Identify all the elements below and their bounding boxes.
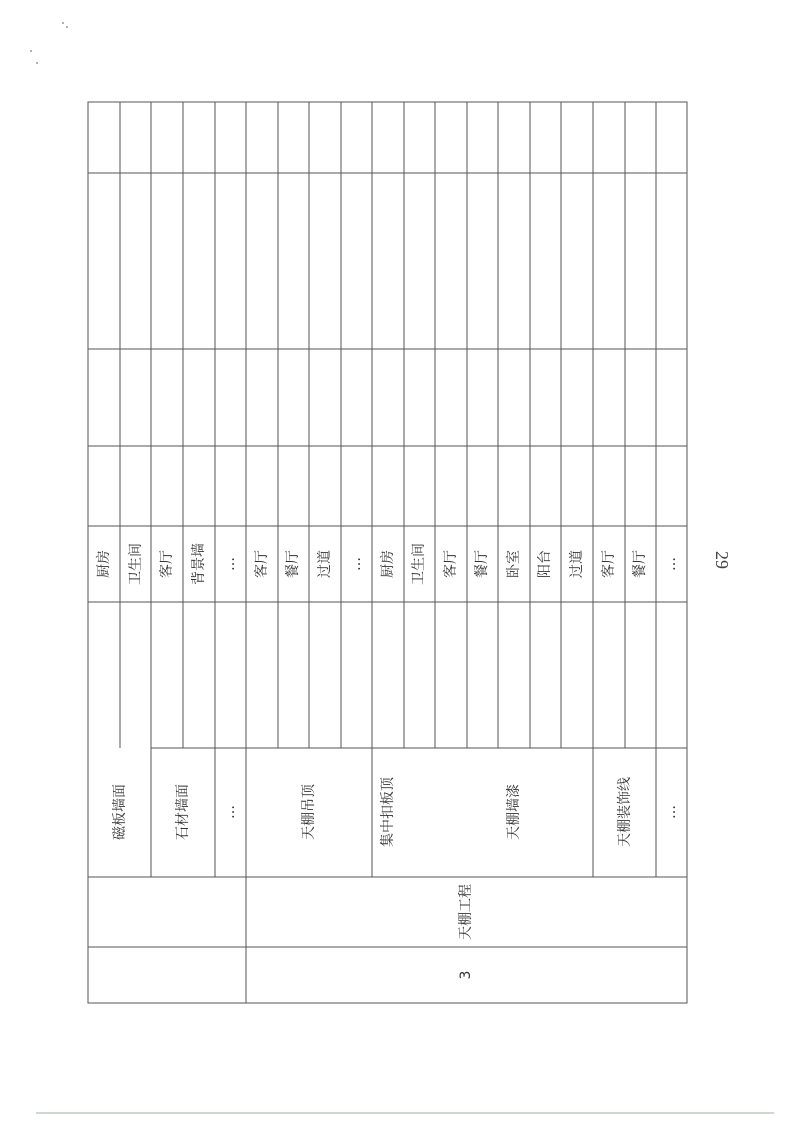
room-label: 厨房 (380, 550, 396, 578)
item-label: … (663, 805, 679, 819)
item-label: 天棚墙漆 (506, 784, 522, 840)
room-label: 阳台 (537, 550, 553, 578)
room-label: 过道 (317, 550, 333, 578)
room-label: 餐厅 (285, 550, 301, 578)
item-label: … (222, 805, 238, 819)
room-label: 餐厅 (474, 550, 490, 578)
room-label: … (663, 557, 679, 571)
item-label: 天棚装饰线 (617, 777, 633, 847)
page-number: 29 (712, 551, 732, 569)
item-label: 石材墙面 (175, 784, 191, 840)
item-label: 磁板墙面 (112, 784, 128, 840)
room-label: 背景墙 (191, 543, 207, 585)
room-label: 过道 (569, 550, 585, 578)
page-bottom-rule (36, 1112, 774, 1114)
room-label: 客厅 (601, 550, 617, 578)
room-label: … (222, 557, 238, 571)
item-label: 天棚吊顶 (301, 784, 317, 840)
room-label: 客厅 (159, 550, 175, 578)
section-labels (457, 884, 474, 979)
room-label: 卫生间 (411, 543, 427, 585)
room-label: 卧室 (506, 550, 522, 578)
room-label: 餐厅 (632, 550, 648, 578)
room-label: 客厅 (443, 550, 459, 578)
section-number: 3 (458, 970, 474, 980)
item-labels (111, 776, 679, 847)
room-label: 卫生间 (128, 543, 144, 585)
room-label: 客厅 (254, 550, 270, 578)
item-label: 集中扣板顶 (380, 777, 396, 847)
room-label: 厨房 (96, 550, 112, 578)
room-label: … (348, 557, 364, 571)
section-title: 天棚工程 (458, 884, 474, 940)
